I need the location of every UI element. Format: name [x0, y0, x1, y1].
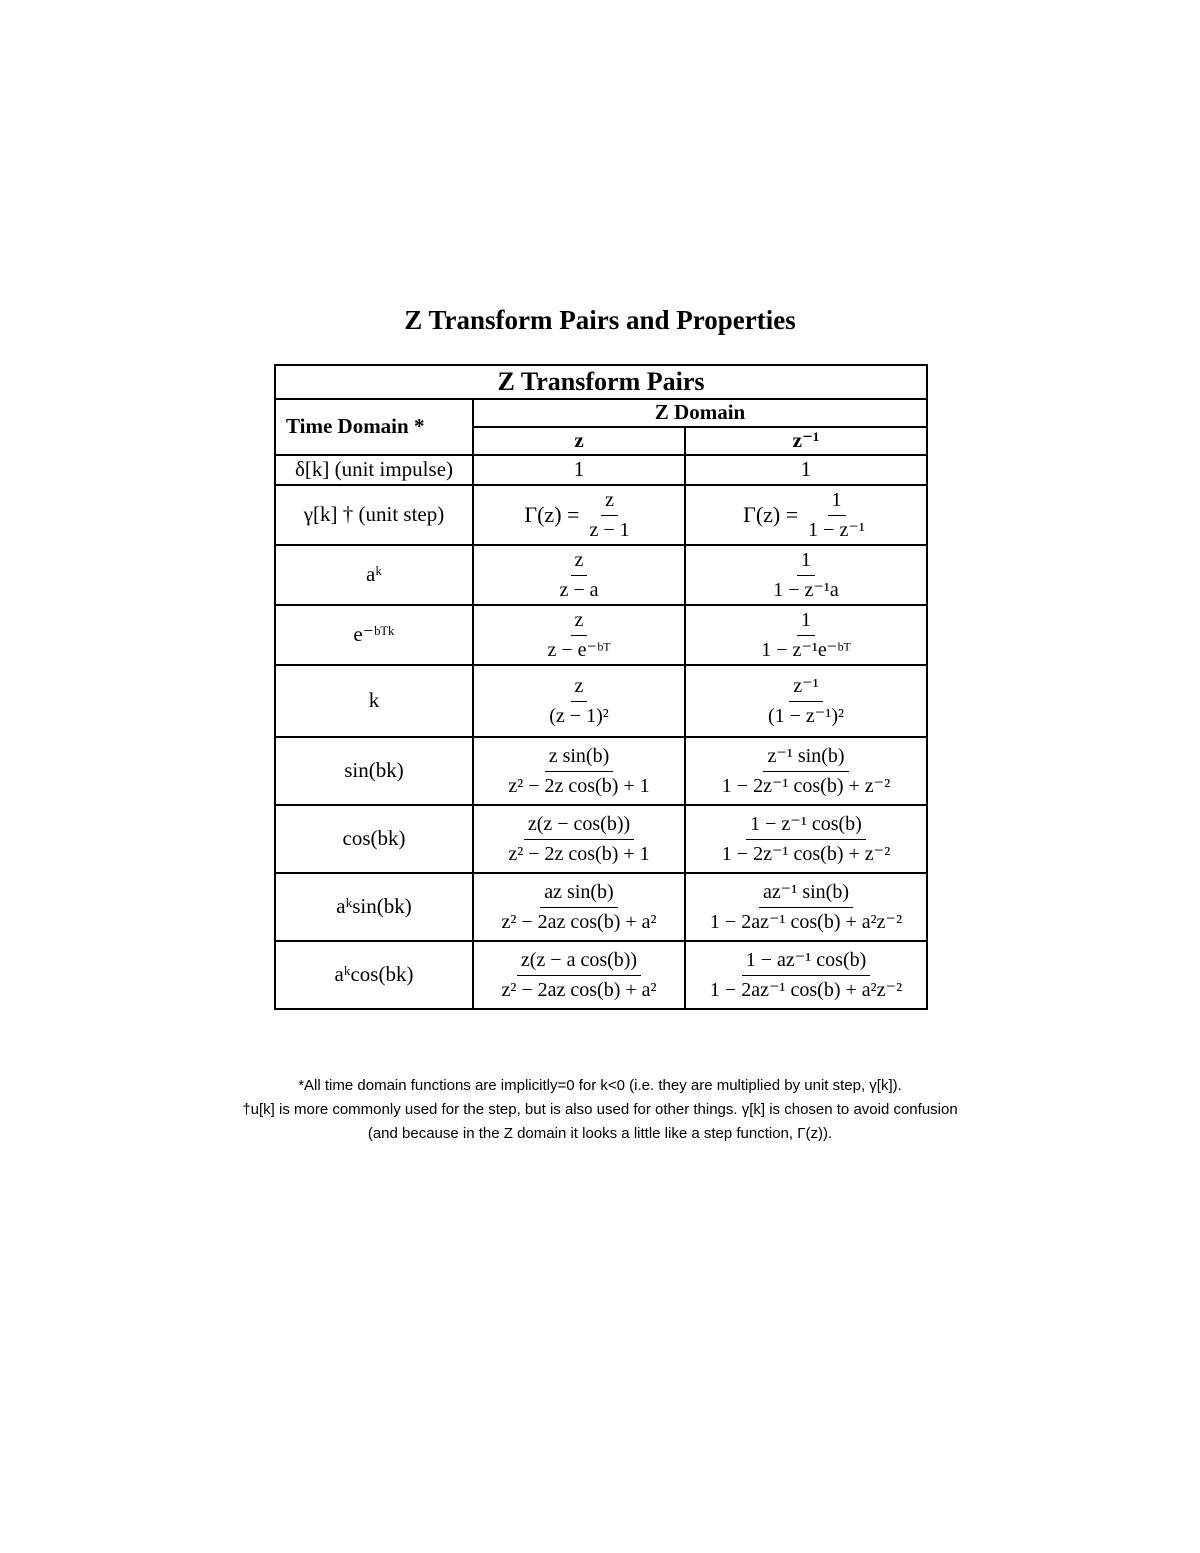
table-row — [275, 545, 927, 605]
expression — [686, 881, 926, 934]
denominator: z² − 2az cos(b) + a² — [501, 910, 657, 933]
expression — [474, 745, 684, 798]
fraction — [504, 745, 653, 798]
footnotes — [0, 1074, 1200, 1146]
fraction — [545, 675, 612, 728]
numerator: z — [571, 609, 588, 636]
table-row — [275, 665, 927, 737]
denominator: z² − 2z cos(b) + 1 — [508, 842, 650, 865]
header-time-domain: Time Domain * — [275, 399, 473, 455]
table-row — [275, 873, 927, 941]
z-domain-cell — [473, 545, 685, 605]
expression — [474, 458, 684, 481]
z-transform-table — [274, 364, 928, 1010]
numerator: z — [601, 489, 618, 516]
footnote-step-function: (and because in the Z domain it looks a little like a step function, Γ(z)). — [367, 1125, 833, 1142]
numerator: z — [571, 549, 588, 576]
numerator: 1 − z⁻¹ cos(b) — [746, 813, 866, 840]
denominator: 1 − z⁻¹e⁻ᵇᵀ — [761, 638, 851, 661]
table-row — [275, 455, 927, 485]
expression — [686, 609, 926, 662]
fraction — [769, 549, 843, 602]
fraction — [504, 813, 653, 866]
numerator: z(z − cos(b)) — [524, 813, 634, 840]
numerator: z(z − a cos(b)) — [517, 949, 641, 976]
z-inverse-cell — [685, 805, 927, 873]
fraction — [543, 609, 614, 662]
expression — [474, 489, 684, 542]
denominator: z − 1 — [589, 518, 630, 541]
numerator: 1 — [797, 609, 815, 636]
header-z-inverse: z⁻¹ — [685, 427, 927, 455]
z-domain-cell — [473, 455, 685, 485]
time-domain-cell: δ[k] (unit impulse) — [275, 455, 473, 485]
time-domain-cell: sin(bk) — [275, 737, 473, 805]
z-inverse-cell — [685, 873, 927, 941]
time-domain-cell: k — [275, 665, 473, 737]
z-inverse-cell — [685, 455, 927, 485]
fraction — [706, 949, 906, 1002]
z-domain-cell — [473, 605, 685, 665]
z-domain-cell — [473, 805, 685, 873]
table-row — [275, 941, 927, 1009]
fraction — [555, 549, 602, 602]
denominator: (z − 1)² — [549, 704, 609, 727]
z-domain-cell — [473, 737, 685, 805]
expression — [686, 458, 926, 481]
expression-lhs: Γ(z) = — [743, 501, 799, 527]
denominator: 1 − 2az⁻¹ cos(b) + a²z⁻² — [709, 978, 903, 1001]
numerator: 1 − az⁻¹ cos(b) — [742, 949, 871, 976]
z-domain-cell — [473, 485, 685, 545]
numerator: 1 — [797, 549, 815, 576]
expression — [474, 609, 684, 662]
fraction — [497, 949, 660, 1002]
denominator: 1 − z⁻¹ — [808, 518, 865, 541]
z-domain-cell — [473, 941, 685, 1009]
fraction — [718, 745, 894, 798]
z-inverse-cell — [685, 485, 927, 545]
page-title: Z Transform Pairs and Properties — [404, 305, 796, 335]
z-inverse-cell — [685, 665, 927, 737]
table-caption: Z Transform Pairs — [275, 365, 927, 399]
expression — [686, 745, 926, 798]
fraction — [757, 609, 855, 662]
z-inverse-cell — [685, 941, 927, 1009]
time-domain-cell: cos(bk) — [275, 805, 473, 873]
expression — [474, 675, 684, 728]
time-domain-cell: aᵏcos(bk) — [275, 941, 473, 1009]
numerator: z sin(b) — [545, 745, 614, 772]
table-header-row — [275, 399, 927, 427]
z-inverse-cell — [685, 545, 927, 605]
footnote-unit-step: †u[k] is more commonly used for the step, but is also used for other things. γ[k] is chosen to avoid confusion — [242, 1101, 958, 1118]
expression — [686, 813, 926, 866]
expression — [686, 489, 926, 542]
numerator: az⁻¹ sin(b) — [759, 881, 853, 908]
expression — [686, 675, 926, 728]
value: 1 — [573, 457, 585, 482]
header-z-domain: Z Domain — [473, 399, 927, 427]
z-inverse-cell — [685, 605, 927, 665]
table-row — [275, 485, 927, 545]
z-domain-cell — [473, 665, 685, 737]
table-row — [275, 605, 927, 665]
footnote-implicit-zero: *All time domain functions are implicitly=0 for k<0 (i.e. they are multiplied by unit step, γ[k]). — [298, 1077, 902, 1094]
numerator: z⁻¹ — [789, 675, 822, 702]
denominator: 1 − 2z⁻¹ cos(b) + z⁻² — [721, 842, 891, 865]
table-row — [275, 805, 927, 873]
expression-lhs: Γ(z) = — [524, 501, 580, 527]
z-domain-cell — [473, 873, 685, 941]
time-domain-cell: aᵏsin(bk) — [275, 873, 473, 941]
fraction — [804, 489, 869, 542]
denominator: z² − 2z cos(b) + 1 — [508, 774, 650, 797]
denominator: 1 − 2z⁻¹ cos(b) + z⁻² — [721, 774, 891, 797]
denominator: (1 − z⁻¹)² — [767, 704, 845, 727]
table-row — [275, 737, 927, 805]
numerator: z⁻¹ sin(b) — [763, 745, 848, 772]
numerator: az sin(b) — [540, 881, 617, 908]
denominator: z − e⁻ᵇᵀ — [547, 638, 611, 661]
fraction — [497, 881, 660, 934]
denominator: z − a — [559, 578, 599, 601]
fraction — [706, 881, 906, 934]
time-domain-cell: aᵏ — [275, 545, 473, 605]
denominator: z² − 2az cos(b) + a² — [501, 978, 657, 1001]
numerator: 1 — [828, 489, 846, 516]
table-caption-row — [275, 365, 927, 399]
time-domain-cell: e⁻ᵇᵀᵏ — [275, 605, 473, 665]
expression — [686, 549, 926, 602]
fraction — [585, 489, 633, 542]
z-inverse-cell — [685, 737, 927, 805]
numerator: z — [571, 675, 588, 702]
expression — [474, 813, 684, 866]
expression — [474, 949, 684, 1002]
expression — [474, 881, 684, 934]
fraction — [764, 675, 848, 728]
expression — [686, 949, 926, 1002]
denominator: 1 − z⁻¹a — [773, 578, 839, 601]
fraction — [718, 813, 894, 866]
header-z: z — [473, 427, 685, 455]
denominator: 1 − 2az⁻¹ cos(b) + a²z⁻² — [709, 910, 903, 933]
expression — [474, 549, 684, 602]
value: 1 — [800, 457, 812, 482]
time-domain-cell: γ[k] † (unit step) — [275, 485, 473, 545]
